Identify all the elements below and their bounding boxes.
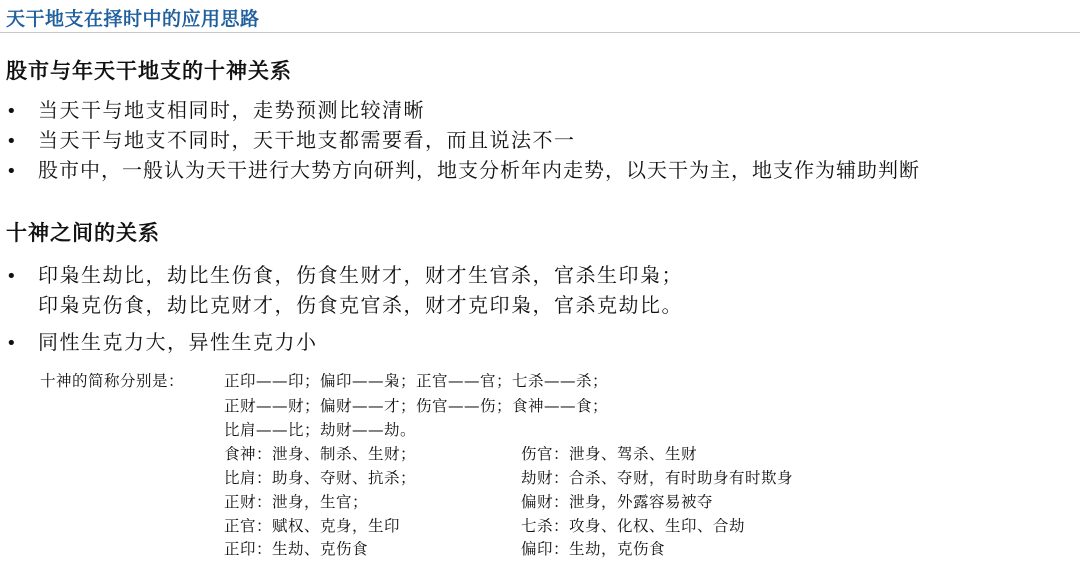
effect-left: 食神：泄身、制杀、生财；: [224, 445, 417, 463]
list-item: [6, 126, 576, 156]
bullet-icon: •: [6, 161, 17, 182]
section-heading-ten-gods-stock: 股市与年天干地支的十神关系: [6, 59, 292, 83]
effect-right: 劫财：合杀、夺财，有时助身有时欺身: [521, 469, 794, 487]
list-item: [6, 156, 920, 186]
abbrev-line: 正印——印；偏印——枭；正官——官；七杀——杀；: [224, 372, 609, 390]
effect-right: 偏财：泄身，外露容易被夺: [521, 493, 714, 511]
bullet-text: 股市中，一般认为天干进行大势方向研判，地支分析年内走势，以天干为主，地支作为辅助判断: [38, 158, 920, 182]
bullet-text: 当天干与地支相同时，走势预测比较清晰: [38, 98, 425, 122]
bullet-icon: •: [6, 266, 17, 287]
title-divider: [0, 32, 1080, 33]
list-item: [6, 261, 683, 291]
effect-right: 偏印：生劫，克伤食: [521, 540, 666, 558]
bullet-text: 同性生克力大，异性生克力小: [38, 330, 318, 354]
effect-left: 正官：赋权、克身，生印: [224, 517, 401, 535]
list-item: [6, 96, 425, 126]
abbrev-line: 正财——财；偏财——才；伤官——伤；食神——食；: [224, 397, 609, 415]
bullet-text: 当天干与地支不同时，天干地支都需要看，而且说法不一: [38, 128, 576, 152]
list-item: [6, 328, 318, 358]
bullet-icon: •: [6, 131, 17, 152]
effect-right: 伤官：泄身、驾杀、生财: [521, 445, 698, 463]
bullet-icon: •: [6, 101, 17, 122]
effect-left: 比肩：助身、夺财、抗杀；: [224, 469, 417, 487]
effect-left: 正印：生劫、克伤食: [224, 540, 369, 558]
bullet-text: 印枭生劫比，劫比生伤食，伤食生财才，财才生官杀，官杀生印枭；: [38, 263, 683, 287]
effect-right: 七杀：攻身、化权、生印、合劫: [521, 517, 746, 535]
effect-left: 正财：泄身，生官；: [224, 493, 369, 511]
bullet-continuation-text: 印枭克伤食，劫比克财才，伤食克官杀，财才克印枭，官杀克劫比。: [38, 293, 683, 317]
section-heading-ten-gods-relations: 十神之间的关系: [6, 221, 160, 245]
abbrev-line: 比肩——比；劫财——劫。: [224, 421, 417, 439]
bullet-icon: •: [6, 333, 17, 354]
abbrev-label: 十神的简称分别是：: [40, 372, 185, 390]
page-title: 天干地支在择时中的应用思路: [6, 8, 260, 30]
